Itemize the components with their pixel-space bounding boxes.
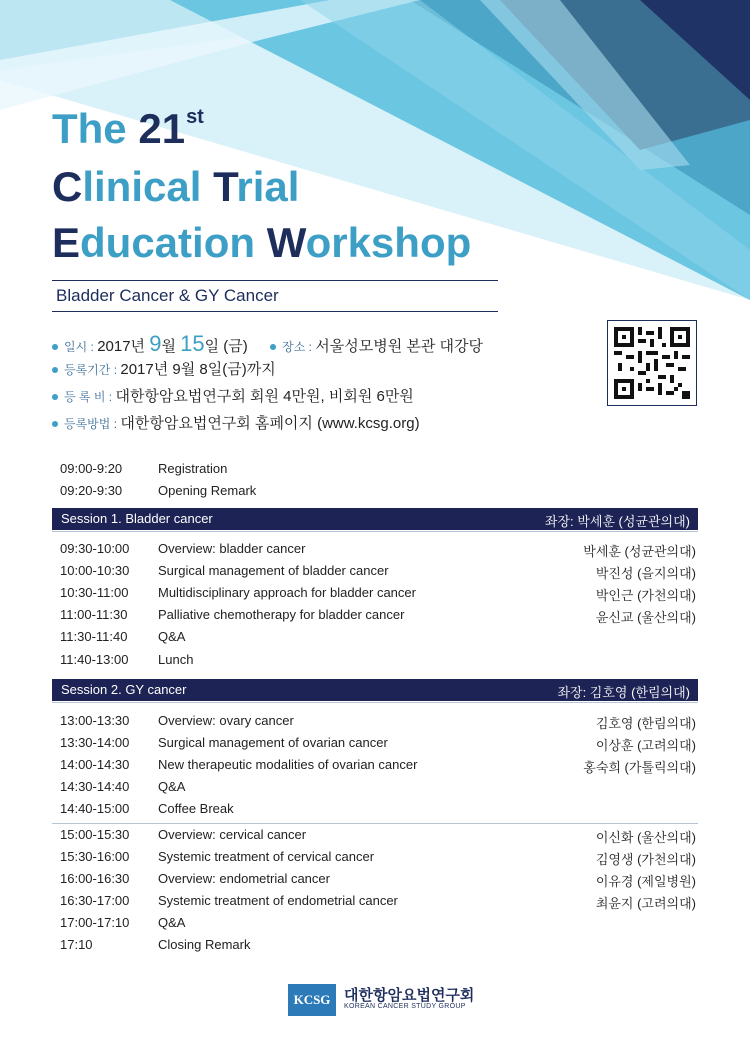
bullet-icon bbox=[52, 421, 58, 427]
divider bbox=[52, 531, 698, 532]
program-row: 09:00-9:20 Registration bbox=[60, 461, 228, 476]
program-row: 11:30-11:40 Q&A bbox=[60, 629, 186, 644]
program-row: 15:30-16:00 Systemic treatment of cervical cancer 김영생 (가천의대) bbox=[60, 849, 696, 867]
bullet-icon bbox=[52, 394, 58, 400]
bullet-icon bbox=[270, 344, 276, 350]
info-date-venue: 일시 : 2017년 9월 15일 (금) 장소 : 서울성모병원 본관 대강당 bbox=[52, 331, 483, 357]
divider bbox=[52, 702, 698, 703]
info-method: 등록방법 : 대한항암요법연구회 홈페이지 (www.kcsg.org) bbox=[52, 412, 420, 433]
kcsg-logo: KCSG bbox=[288, 984, 336, 1016]
divider bbox=[52, 823, 698, 824]
qr-code-icon[interactable] bbox=[607, 320, 697, 406]
program-row: 11:40-13:00 Lunch bbox=[60, 652, 194, 667]
subtitle-top-rule bbox=[52, 280, 498, 281]
program-row: 13:30-14:00 Surgical management of ovarian cancer 이상훈 (고려의대) bbox=[60, 735, 696, 753]
program-row: 17:10 Closing Remark bbox=[60, 937, 251, 952]
title-line-1: The 21st bbox=[52, 105, 204, 152]
org-name-korean: 대한항암요법연구회 bbox=[344, 987, 475, 1004]
session-1-header: Session 1. Bladder cancer 좌장: 박세훈 (성균관의대) bbox=[52, 508, 698, 530]
title-line-3: Education Workshop bbox=[52, 219, 472, 266]
program-row: 17:00-17:10 Q&A bbox=[60, 915, 186, 930]
info-fee: 등 록 비 : 대한항암요법연구회 회원 4만원, 비회원 6만원 bbox=[52, 385, 414, 406]
program-row: 14:00-14:30 New therapeutic modalities of ovarian cancer 홍숙희 (가톨릭의대) bbox=[60, 757, 696, 775]
program-row: 11:00-11:30 Palliative chemotherapy for bladder cancer 윤신교 (울산의대) bbox=[60, 607, 696, 625]
program-row: 09:20-9:30 Opening Remark bbox=[60, 483, 257, 498]
program-row: 14:30-14:40 Q&A bbox=[60, 779, 186, 794]
qr-code-pattern bbox=[614, 327, 690, 399]
program-row: 15:00-15:30 Overview: cervical cancer 이신화 (울산의대) bbox=[60, 827, 696, 845]
program-row: 09:30-10:00 Overview: bladder cancer 박세훈 (성균관의대) bbox=[60, 541, 696, 559]
info-registration-period: 등록기간 : 2017년 9월 8일(금)까지 bbox=[52, 358, 276, 379]
bullet-icon bbox=[52, 367, 58, 373]
program-row: 16:00-16:30 Overview: endometrial cancer 이유경 (제일병원) bbox=[60, 871, 696, 889]
subtitle: Bladder Cancer & GY Cancer bbox=[56, 286, 279, 305]
title-line-2: Clinical Trial bbox=[52, 163, 300, 210]
program-row: 16:30-17:00 Systemic treatment of endometrial cancer 최윤지 (고려의대) bbox=[60, 893, 696, 911]
subtitle-bottom-rule bbox=[52, 311, 498, 312]
org-name-english: KOREAN CANCER STUDY GROUP bbox=[344, 1003, 466, 1010]
program-row: 10:30-11:00 Multidisciplinary approach for bladder cancer 박인근 (가천의대) bbox=[60, 585, 696, 603]
program-row: 13:00-13:30 Overview: ovary cancer 김호영 (한림의대) bbox=[60, 713, 696, 731]
program-row: 10:00-10:30 Surgical management of bladder cancer 박진성 (을지의대) bbox=[60, 563, 696, 581]
program-row: 14:40-15:00 Coffee Break bbox=[60, 801, 234, 816]
session-2-header: Session 2. GY cancer 좌장: 김호영 (한림의대) bbox=[52, 679, 698, 701]
bullet-icon bbox=[52, 344, 58, 350]
